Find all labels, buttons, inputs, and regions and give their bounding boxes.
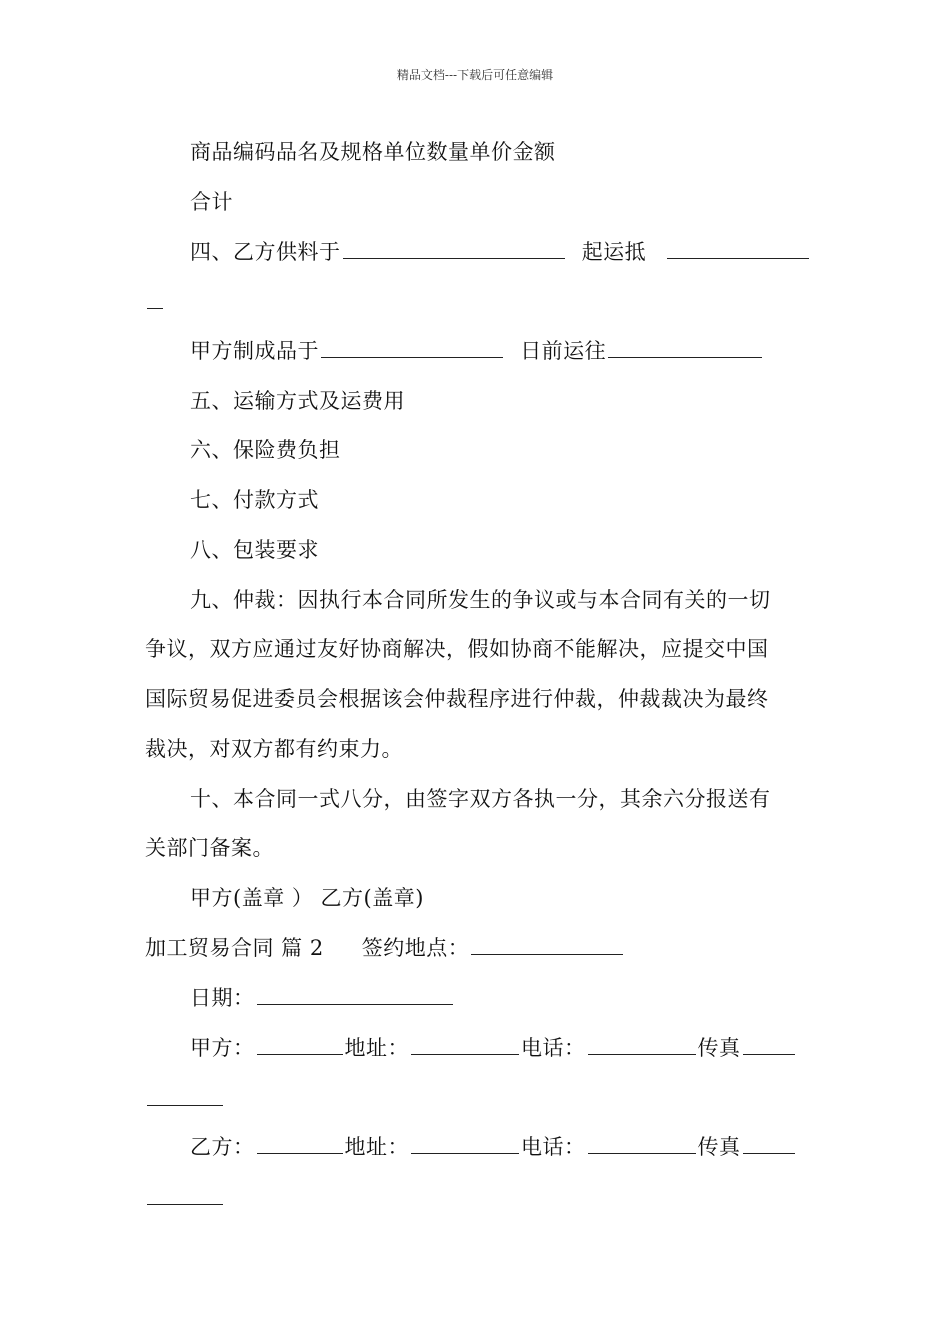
party-a-phone-label: 电话：	[521, 1036, 586, 1060]
party-a-fax-label: 传真	[697, 1036, 741, 1060]
date-blank	[257, 984, 453, 1005]
party-a-fax-blank-cont	[147, 1085, 223, 1106]
party-b-label: 乙方：	[190, 1135, 255, 1159]
finished-date-blank	[321, 337, 503, 358]
clause-4-line	[190, 238, 811, 266]
clause-6: 六、保险费负担	[190, 438, 341, 462]
party-a-fax-blank	[743, 1034, 795, 1055]
clause-5: 五、运输方式及运费用	[190, 389, 405, 413]
clause-9-line-2: 争议，双方应通过友好协商解决，假如协商不能解决，应提交中国	[145, 637, 769, 661]
party-b-fax-blank	[743, 1133, 795, 1154]
page-header: 精品文档---下载后可任意编辑	[396, 68, 554, 82]
party-b-address-blank	[411, 1133, 519, 1154]
clause-9-line-1: 九、仲裁：因执行本合同所发生的争议或与本合同有关的一切	[190, 588, 771, 612]
total-line: 合计	[190, 190, 233, 214]
party-b-phone-label: 电话：	[521, 1135, 586, 1159]
party-a-line	[190, 1034, 797, 1062]
contract-title-line	[145, 934, 625, 962]
clause-8: 八、包装要求	[190, 538, 319, 562]
clause-4-supply-label: 四、乙方供料于	[190, 240, 341, 264]
party-a-address-blank	[411, 1034, 519, 1055]
destination-blank-cont	[147, 288, 163, 309]
finished-goods-line	[190, 337, 764, 365]
finished-goods-label: 甲方制成品于	[190, 339, 319, 363]
party-a-name-blank	[257, 1034, 343, 1055]
date-line	[190, 984, 455, 1012]
party-a-label: 甲方：	[190, 1036, 255, 1060]
supply-date-blank	[343, 238, 565, 259]
ship-destination-blank	[608, 337, 762, 358]
table-header-line: 商品编码品名及规格单位数量单价金额	[190, 140, 556, 164]
contract-title: 加工贸易合同 篇 2	[145, 936, 324, 960]
sign-place-label: 签约地点：	[361, 936, 470, 960]
party-b-fax-blank-cont	[147, 1184, 223, 1205]
party-b-fax-label: 传真	[697, 1135, 741, 1159]
date-label: 日期：	[190, 986, 255, 1010]
ship-before-label: 日前运往	[520, 339, 607, 363]
sign-place-blank	[471, 934, 623, 955]
seal-line: 甲方(盖章 ） 乙方(盖章)	[190, 886, 424, 910]
clause-9-line-4: 裁决，对双方都有约束力。	[145, 737, 403, 761]
party-b-name-blank	[257, 1133, 343, 1154]
ship-to-label: 起运抵	[581, 240, 647, 264]
party-b-phone-blank	[588, 1133, 696, 1154]
destination-blank	[667, 238, 809, 259]
clause-10-line-1: 十、本合同一式八分，由签字双方各执一分，其余六分报送有	[190, 787, 771, 811]
party-b-address-label: 地址：	[344, 1135, 409, 1159]
party-a-phone-blank	[588, 1034, 696, 1055]
party-b-line	[190, 1133, 797, 1161]
clause-9-line-3: 国际贸易促进委员会根据该会仲裁程序进行仲裁，仲裁裁决为最终	[145, 687, 769, 711]
party-a-address-label: 地址：	[344, 1036, 409, 1060]
clause-7: 七、付款方式	[190, 488, 319, 512]
clause-10-line-2: 关部门备案。	[145, 836, 274, 860]
